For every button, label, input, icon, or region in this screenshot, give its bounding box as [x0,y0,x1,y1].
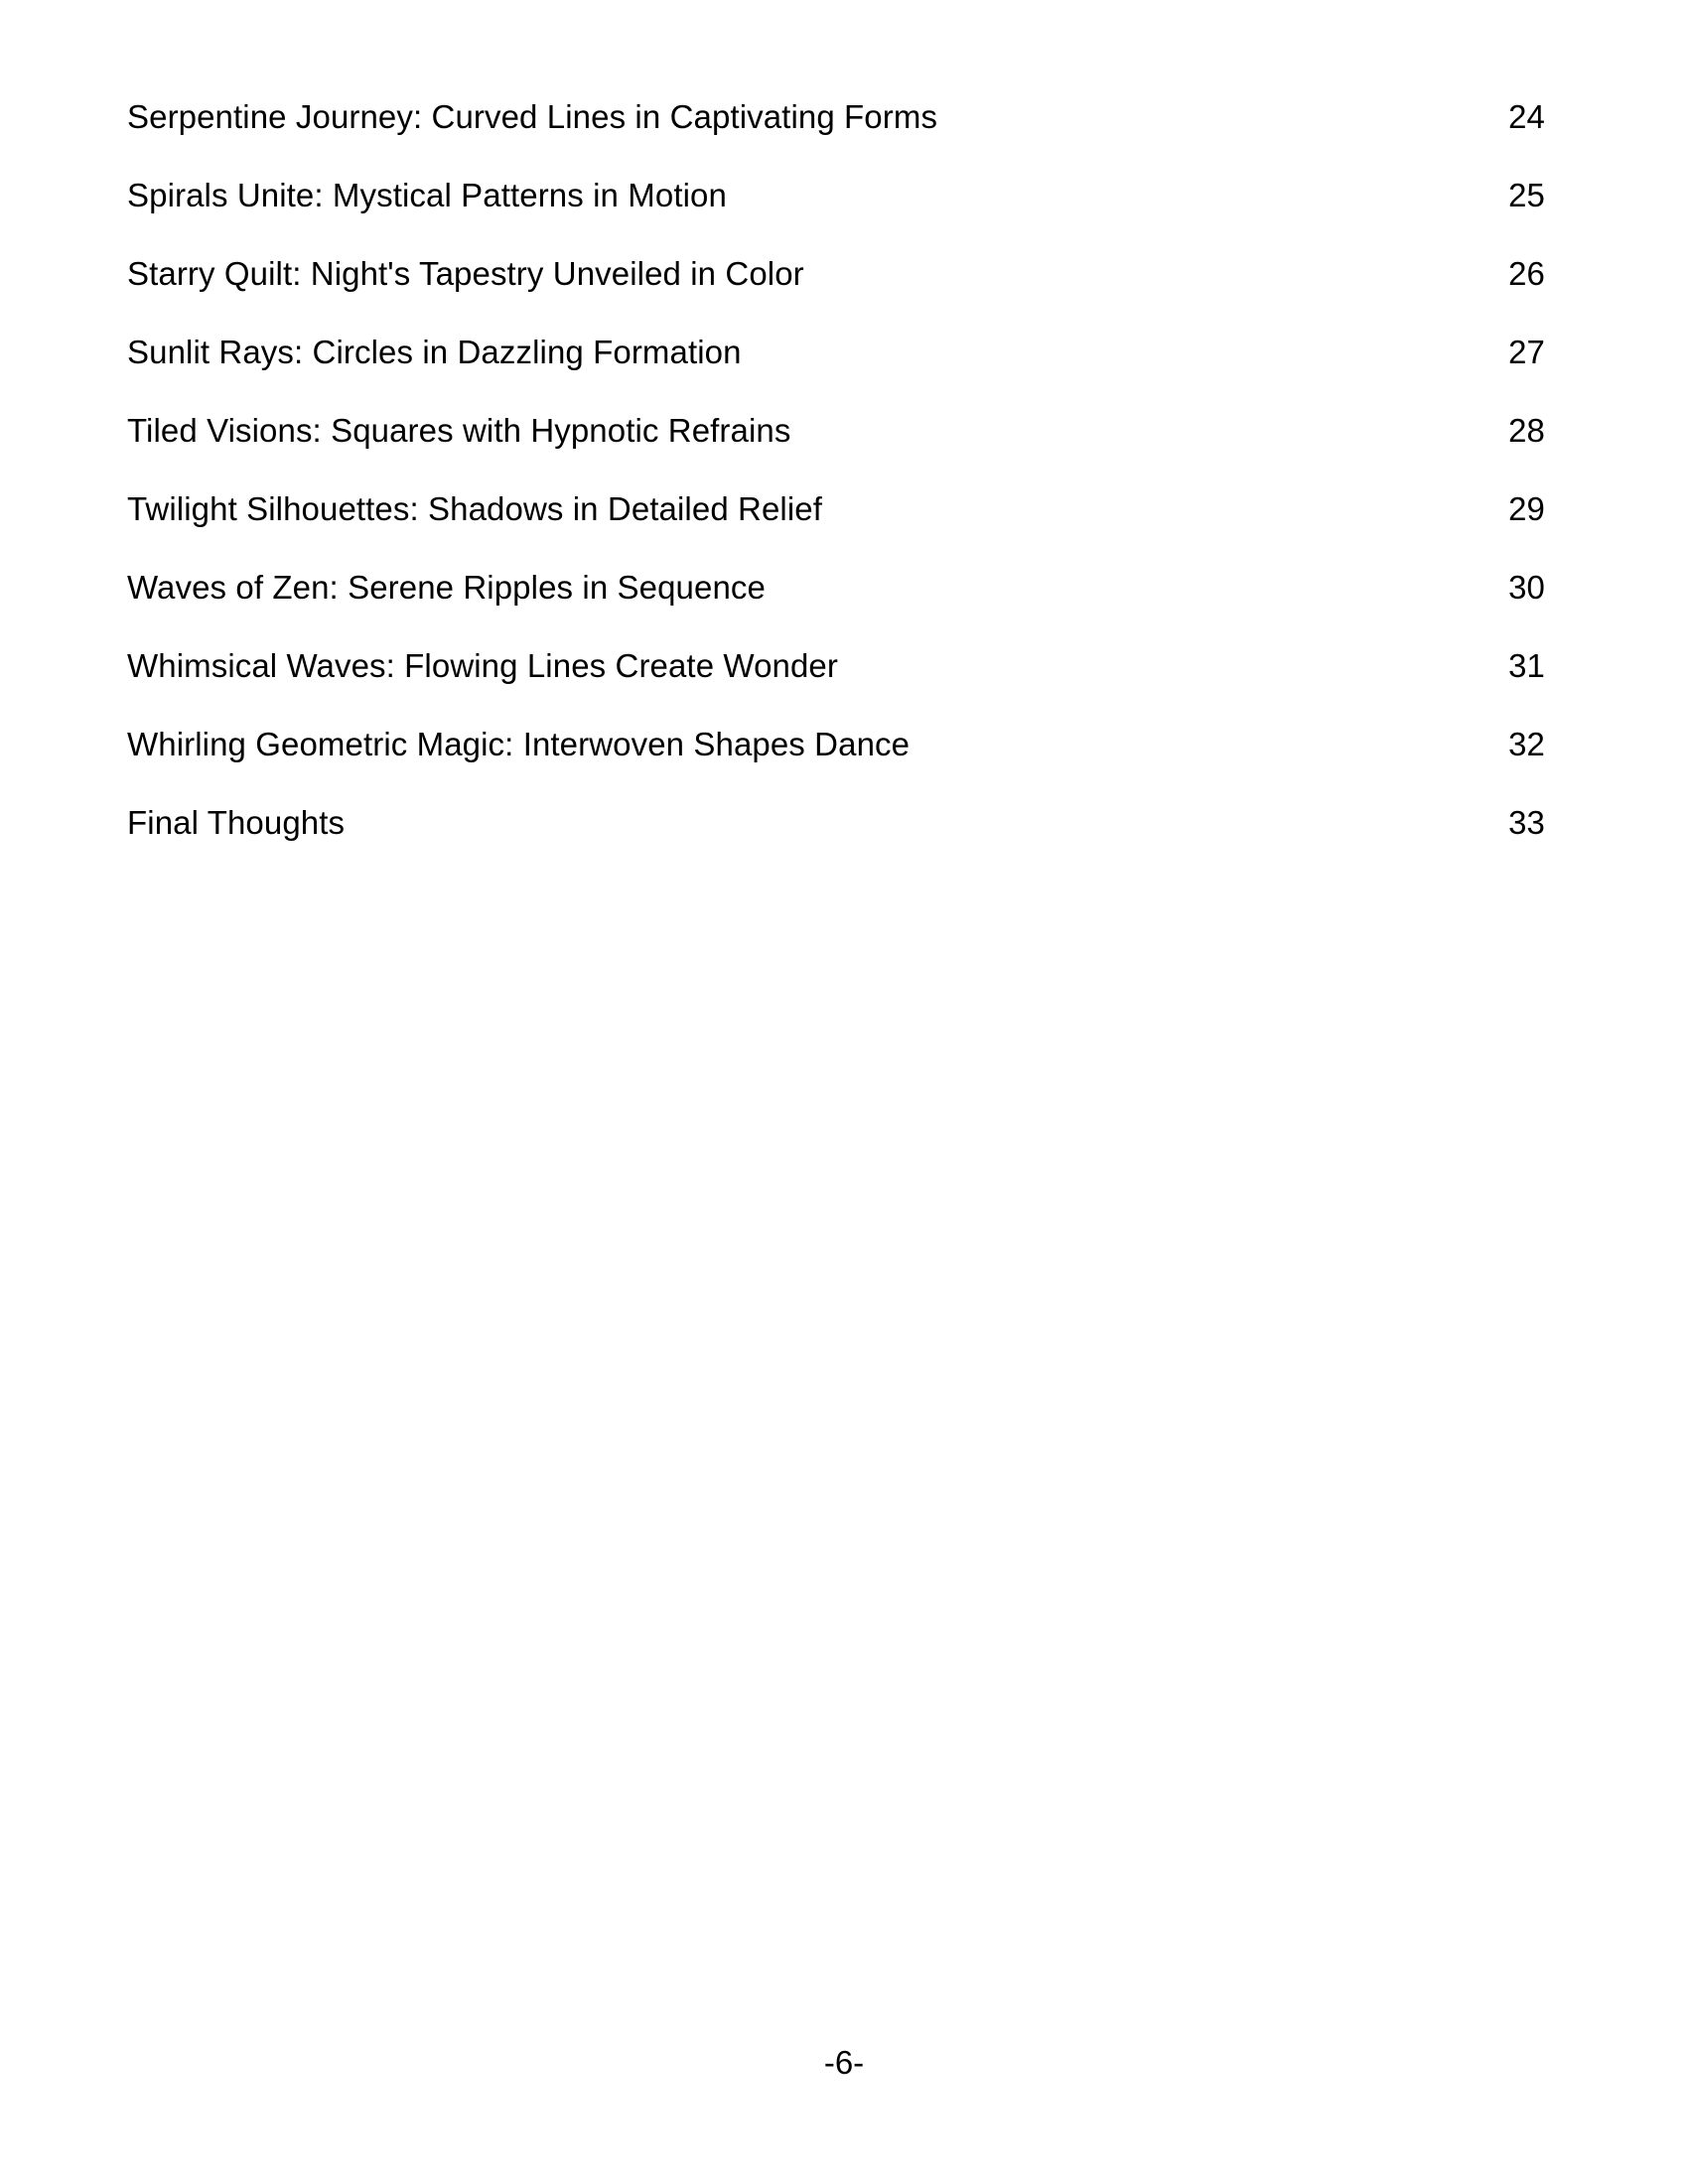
toc-entry[interactable] [127,719,1545,797]
toc-entry[interactable] [127,91,1545,170]
toc-entry-page: 27 [1508,334,1545,370]
toc-entry-title: Whirling Geometric Magic: Interwoven Shapes Dance [127,726,911,762]
toc-entry-page: 33 [1508,804,1545,841]
toc-entry[interactable] [127,640,1545,719]
toc-entry-page: 32 [1508,726,1545,762]
toc-entry-title: Spirals Unite: Mystical Patterns in Motion [127,177,727,213]
toc-entry-title: Sunlit Rays: Circles in Dazzling Formation [127,334,742,370]
toc-entry[interactable] [127,248,1545,327]
page-number: -6- [823,2044,865,2081]
table-of-contents [127,91,1545,876]
toc-entry[interactable] [127,562,1545,640]
toc-entry-title: Final Thoughts [127,804,346,841]
toc-entry-page: 28 [1508,412,1545,449]
toc-entry-title: Tiled Visions: Squares with Hypnotic Refrains [127,412,791,449]
toc-entry-title: Starry Quilt: Night's Tapestry Unveiled in Color [127,255,804,292]
toc-entry-page: 25 [1508,177,1545,213]
toc-entry[interactable] [127,405,1545,483]
toc-entry[interactable] [127,327,1545,405]
toc-entry[interactable] [127,170,1545,248]
toc-entry[interactable] [127,797,1545,876]
toc-entry-title: Twilight Silhouettes: Shadows in Detailed Relief [127,490,823,527]
toc-entry-page: 31 [1508,647,1545,684]
toc-entry[interactable] [127,483,1545,562]
toc-entry-page: 26 [1508,255,1545,292]
toc-entry-page: 24 [1508,98,1545,135]
toc-entry-title: Whimsical Waves: Flowing Lines Create Wonder [127,647,838,684]
toc-entry-page: 29 [1508,490,1545,527]
toc-entry-title: Waves of Zen: Serene Ripples in Sequence [127,569,766,606]
toc-entry-page: 30 [1508,569,1545,606]
toc-entry-title: Serpentine Journey: Curved Lines in Captivating Forms [127,98,938,135]
